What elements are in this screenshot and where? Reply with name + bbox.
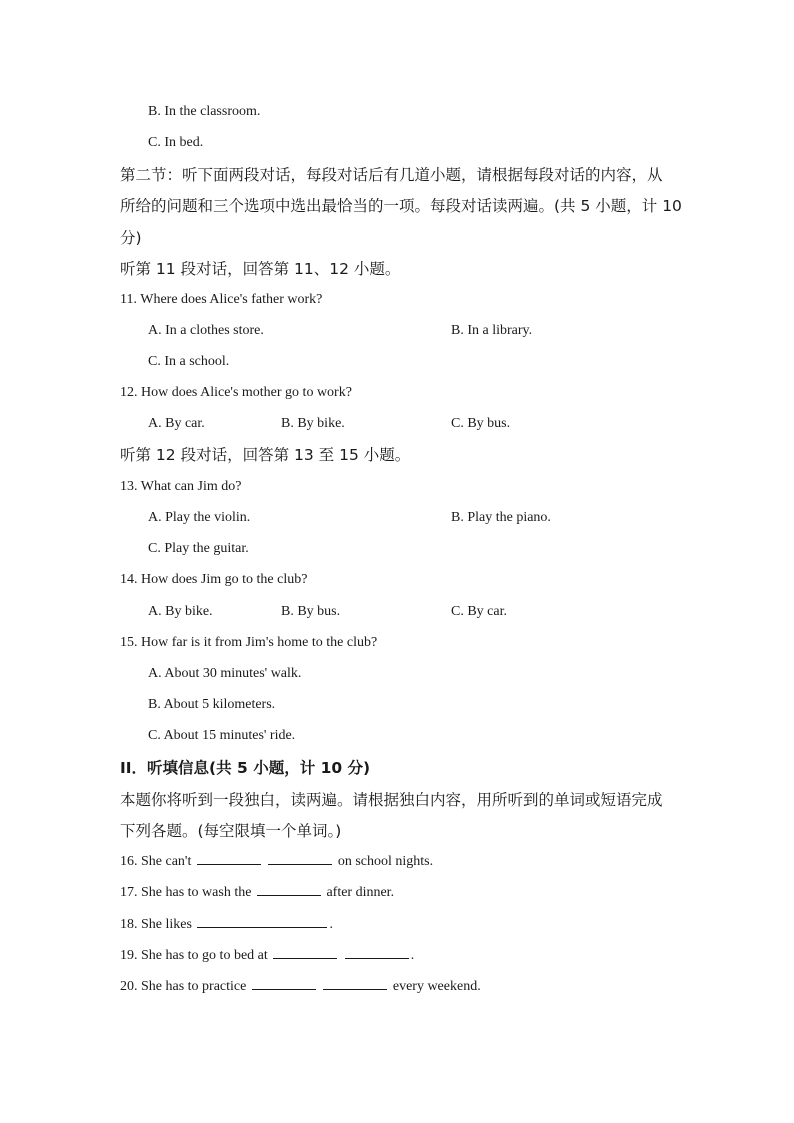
dialogue12-intro: 听第 12 段对话，回答第 13 至 15 小题。 (120, 446, 411, 464)
question-19-post: . (410, 948, 415, 963)
question-18-post: . (329, 917, 333, 932)
question-11-stem: 11. Where does Alice's father work? (120, 292, 323, 307)
question-16 (120, 851, 433, 872)
answer-blank[interactable] (345, 945, 409, 959)
question-15-option-a: A. About 30 minutes' walk. (148, 666, 302, 681)
question-11-option-b: B. In a library. (451, 323, 533, 338)
question-13-option-c: C. Play the guitar. (148, 541, 249, 556)
question-14-option-c: C. By car. (451, 604, 507, 619)
answer-blank[interactable] (268, 851, 332, 865)
question-20 (120, 976, 481, 997)
question-11-option-c: C. In a school. (148, 354, 230, 369)
answer-blank[interactable] (197, 851, 261, 865)
part2-instruction-line1: 本题你将听到一段独白，读两遍。请根据独白内容，用所听到的单词或短语完成 (120, 791, 663, 809)
question-18-pre: 18. She likes (120, 917, 192, 932)
answer-blank[interactable] (197, 914, 327, 928)
question-20-post: every weekend. (392, 979, 481, 994)
answer-blank[interactable] (323, 976, 387, 990)
question-14-option-b: B. By bus. (281, 604, 341, 619)
option-b-top: B. In the classroom. (148, 104, 261, 119)
dialogue11-intro: 听第 11 段对话，回答第 11、12 小题。 (120, 260, 401, 278)
question-12-option-b: B. By bike. (281, 416, 345, 431)
section2-instruction-line2: 所给的问题和三个选项中选出最恰当的一项。每段对话读两遍。(共 5 小题，计 10 (120, 197, 682, 215)
question-19 (120, 945, 414, 966)
section2-instruction-line1: 第二节：听下面两段对话，每段对话后有几道小题，请根据每段对话的内容，从 (120, 166, 663, 184)
part2-instruction-line2: 下列各题。(每空限填一个单词。) (120, 822, 342, 840)
part2-heading: II．听填信息(共 5 小题，计 10 分) (120, 759, 371, 777)
question-16-post: on school nights. (337, 854, 434, 869)
answer-blank[interactable] (257, 882, 321, 896)
question-14-stem: 14. How does Jim go to the club? (120, 572, 308, 587)
question-17 (120, 882, 394, 903)
question-16-pre: 16. She can't (120, 854, 192, 869)
question-11-option-a: A. In a clothes store. (148, 323, 264, 338)
section2-instruction-line3: 分) (120, 229, 142, 247)
question-12-option-a: A. By car. (148, 416, 205, 431)
question-15-option-c: C. About 15 minutes' ride. (148, 728, 296, 743)
option-c-top: C. In bed. (148, 135, 204, 150)
question-14-option-a: A. By bike. (148, 604, 213, 619)
question-15-stem: 15. How far is it from Jim's home to the club? (120, 635, 378, 650)
question-12-stem: 12. How does Alice's mother go to work? (120, 385, 352, 400)
question-13-option-b: B. Play the piano. (451, 510, 551, 525)
answer-blank[interactable] (252, 976, 316, 990)
question-17-pre: 17. She has to wash the (120, 885, 252, 900)
question-13-stem: 13. What can Jim do? (120, 479, 242, 494)
question-12-option-c: C. By bus. (451, 416, 511, 431)
answer-blank[interactable] (273, 945, 337, 959)
question-17-post: after dinner. (326, 885, 395, 900)
question-20-pre: 20. She has to practice (120, 979, 247, 994)
question-15-option-b: B. About 5 kilometers. (148, 697, 276, 712)
question-19-pre: 19. She has to go to bed at (120, 948, 268, 963)
question-13-option-a: A. Play the violin. (148, 510, 251, 525)
question-18 (120, 914, 333, 935)
